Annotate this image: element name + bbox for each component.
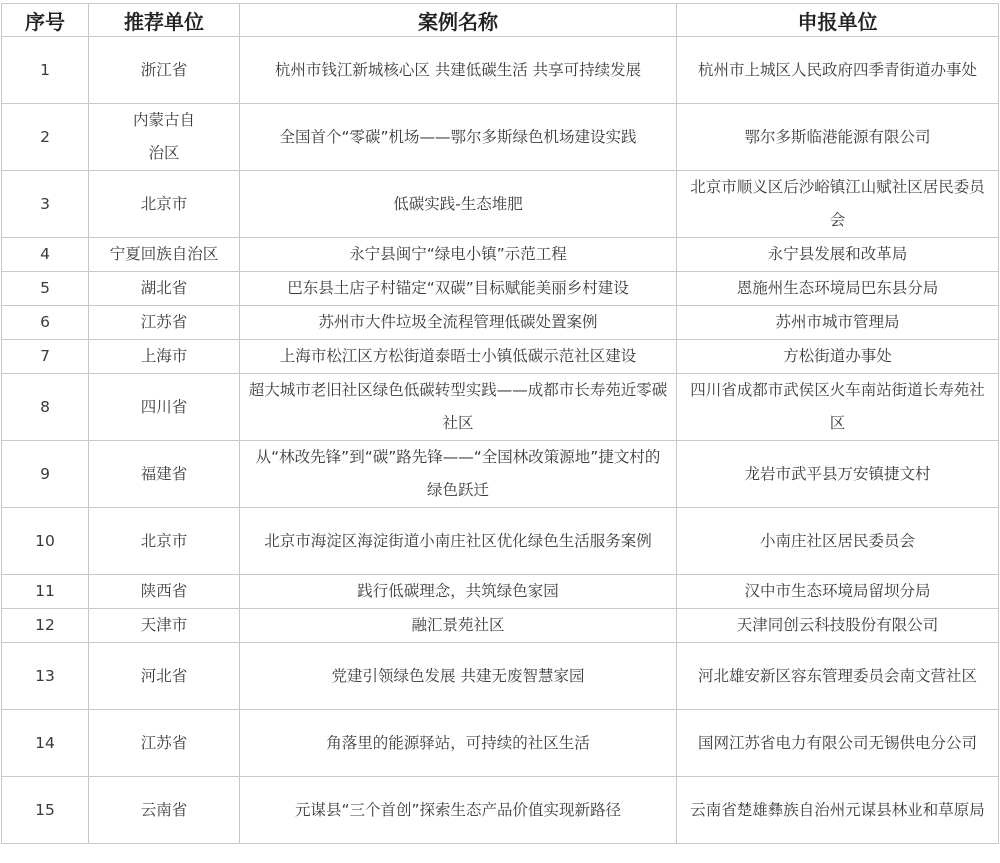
table-row [2,441,999,508]
table-row [2,104,999,171]
header-recommender: 推荐单位 [89,4,240,37]
table-body [2,37,999,844]
cell-recommender: 内蒙古自治区 [89,104,240,171]
cell-case-name: 超大城市老旧社区绿色低碳转型实践——成都市长寿苑近零碳社区 [240,374,677,441]
table-row [2,374,999,441]
table-row [2,306,999,340]
cell-case-name: 北京市海淀区海淀街道小南庄社区优化绿色生活服务案例 [240,508,677,575]
cell-case-name: 全国首个“零碳”机场——鄂尔多斯绿色机场建设实践 [240,104,677,171]
cell-case-name: 上海市松江区方松街道泰晤士小镇低碳示范社区建设 [240,340,677,374]
table-row [2,272,999,306]
cell-index: 3 [2,171,89,238]
cell-recommender: 江苏省 [89,306,240,340]
cell-case-name: 元谋县“三个首创”探索生态产品价值实现新路径 [240,777,677,844]
table-row [2,643,999,710]
cell-index: 7 [2,340,89,374]
cell-index: 1 [2,37,89,104]
cell-index: 9 [2,441,89,508]
case-table [1,3,999,844]
cell-recommender: 陕西省 [89,575,240,609]
cell-case-name: 融汇景苑社区 [240,609,677,643]
table-row [2,340,999,374]
cell-recommender: 上海市 [89,340,240,374]
cell-case-name: 低碳实践-生态堆肥 [240,171,677,238]
cell-recommender: 北京市 [89,171,240,238]
cell-case-name: 苏州市大件垃圾全流程管理低碳处置案例 [240,306,677,340]
cell-recommender: 北京市 [89,508,240,575]
cell-case-name: 永宁县闽宁“绿电小镇”示范工程 [240,238,677,272]
cell-index: 8 [2,374,89,441]
cell-index: 15 [2,777,89,844]
cell-index: 2 [2,104,89,171]
cell-case-name: 角落里的能源驿站，可持续的社区生活 [240,710,677,777]
cell-recommender: 江苏省 [89,710,240,777]
cell-index: 4 [2,238,89,272]
cell-case-name: 巴东县土店子村锚定“双碳”目标赋能美丽乡村建设 [240,272,677,306]
cell-index: 6 [2,306,89,340]
cell-index: 11 [2,575,89,609]
cell-index: 5 [2,272,89,306]
cell-index: 12 [2,609,89,643]
table-row [2,37,999,104]
table-row [2,171,999,238]
table-header [2,4,999,37]
cell-recommender: 湖北省 [89,272,240,306]
cell-case-name: 杭州市钱江新城核心区 共建低碳生活 共享可持续发展 [240,37,677,104]
cell-applicant: 云南省楚雄彝族自治州元谋县林业和草原局 [677,777,999,844]
cell-recommender: 福建省 [89,441,240,508]
cell-case-name: 从“林改先锋”到“碳”路先锋——“全国林改策源地”捷文村的绿色跃迁 [240,441,677,508]
cell-applicant: 北京市顺义区后沙峪镇江山赋社区居民委员会 [677,171,999,238]
cell-recommender: 浙江省 [89,37,240,104]
header-applicant: 申报单位 [677,4,999,37]
cell-recommender: 四川省 [89,374,240,441]
cell-recommender: 河北省 [89,643,240,710]
cell-applicant: 杭州市上城区人民政府四季青街道办事处 [677,37,999,104]
table-row [2,238,999,272]
cell-applicant: 天津同创云科技股份有限公司 [677,609,999,643]
cell-applicant: 鄂尔多斯临港能源有限公司 [677,104,999,171]
cell-index: 10 [2,508,89,575]
table-row [2,609,999,643]
cell-applicant: 苏州市城市管理局 [677,306,999,340]
table-row [2,777,999,844]
cell-applicant: 永宁县发展和改革局 [677,238,999,272]
cell-recommender: 天津市 [89,609,240,643]
cell-applicant: 小南庄社区居民委员会 [677,508,999,575]
cell-applicant: 河北雄安新区容东管理委员会南文营社区 [677,643,999,710]
table-row [2,710,999,777]
cell-applicant: 恩施州生态环境局巴东县分局 [677,272,999,306]
header-index: 序号 [2,4,89,37]
table-row [2,575,999,609]
cell-applicant: 汉中市生态环境局留坝分局 [677,575,999,609]
cell-applicant: 龙岩市武平县万安镇捷文村 [677,441,999,508]
cell-index: 14 [2,710,89,777]
cell-applicant: 国网江苏省电力有限公司无锡供电分公司 [677,710,999,777]
cell-case-name: 践行低碳理念，共筑绿色家园 [240,575,677,609]
cell-applicant: 四川省成都市武侯区火车南站街道长寿苑社区 [677,374,999,441]
cell-recommender: 云南省 [89,777,240,844]
table-row [2,508,999,575]
cell-index: 13 [2,643,89,710]
header-case-name: 案例名称 [240,4,677,37]
header-row [2,4,999,37]
cell-case-name: 党建引领绿色发展 共建无废智慧家园 [240,643,677,710]
cell-applicant: 方松街道办事处 [677,340,999,374]
cell-recommender: 宁夏回族自治区 [89,238,240,272]
